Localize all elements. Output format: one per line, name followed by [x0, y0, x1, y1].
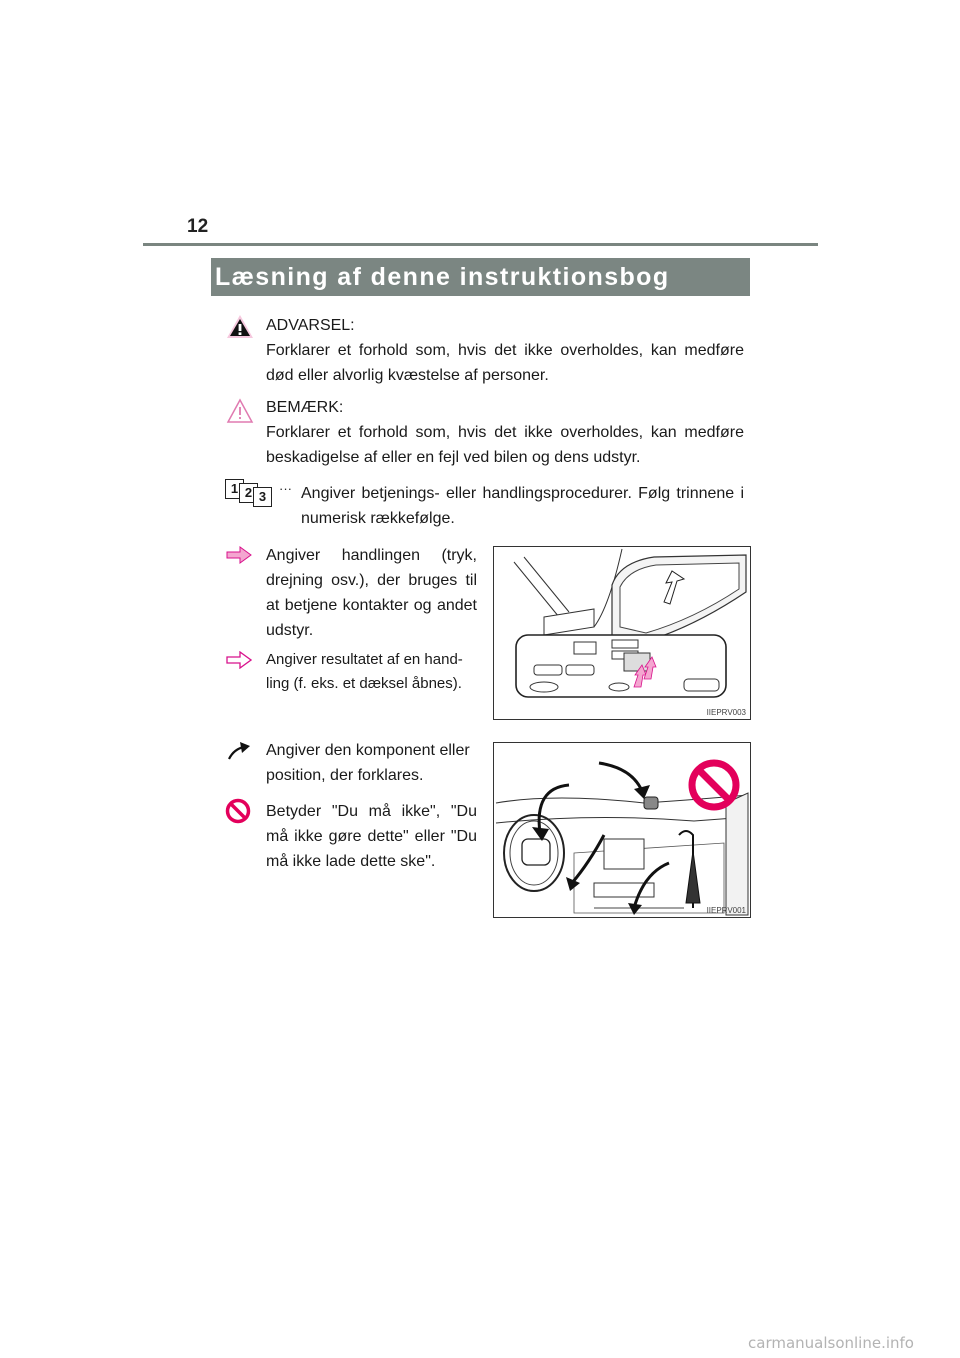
- step-number-2: 2: [239, 483, 258, 503]
- header-rule: [143, 243, 818, 246]
- result-text: Angiver resultatet af en hand-ling (f. eks. et dæksel åbnes).: [266, 651, 463, 692]
- prohibition-icon: [225, 798, 251, 824]
- numbered-steps-icon: [225, 479, 277, 505]
- footer-watermark: carmanualsonline.info: [748, 1334, 914, 1352]
- warning-outline-triangle-icon: [226, 398, 254, 424]
- prohibited-text: Betyder "Du må ikke", "Du må ikke gøre dette" eller "Du må ikke lade dette ske".: [266, 803, 477, 870]
- pink-arrow-icon: [226, 546, 252, 564]
- notice-label: BEMÆRK:: [266, 399, 344, 416]
- overhead-figure: [493, 546, 751, 720]
- steps-text: Angiver betjenings- eller handlingsprocedurer. Følg trinnene i numerisk rækkefølge.: [301, 485, 744, 527]
- warning-label: ADVARSEL:: [266, 317, 355, 334]
- warning-text: Forklarer et forhold som, hvis det ikke overholdes, kan medføre død eller alvorlig kvæstelse af personer.: [266, 342, 744, 384]
- black-curved-arrow-icon: [226, 741, 252, 761]
- warning-entry: [266, 313, 744, 388]
- dashboard-illustration: [494, 743, 750, 917]
- page-title: Læsning af denne instruktionsbog: [211, 258, 750, 296]
- step-number-1: 1: [225, 479, 244, 499]
- notice-entry: [266, 395, 744, 470]
- steps-dots: ···: [279, 481, 292, 496]
- dashboard-figure: [493, 742, 751, 918]
- dashboard-figure-code: IIEPRV001: [706, 906, 746, 915]
- overhead-console-illustration: [494, 547, 750, 719]
- overhead-figure-code: IIEPRV003: [706, 708, 746, 717]
- outline-arrow-icon: [226, 651, 252, 669]
- step-number-3: 3: [253, 487, 272, 507]
- component-text: Angiver den komponent eller position, der forklares.: [266, 742, 470, 784]
- warning-filled-triangle-icon: [225, 313, 255, 340]
- notice-text: Forklarer et forhold som, hvis det ikke overholdes, kan medføre beskadigelse af eller en fejl ved bilen og dens udstyr.: [266, 424, 744, 466]
- action-text: Angiver handlingen (tryk, drejning osv.), der bruges til at betjene kontakter og andet udstyr.: [266, 547, 477, 639]
- page-number: 12: [187, 216, 209, 237]
